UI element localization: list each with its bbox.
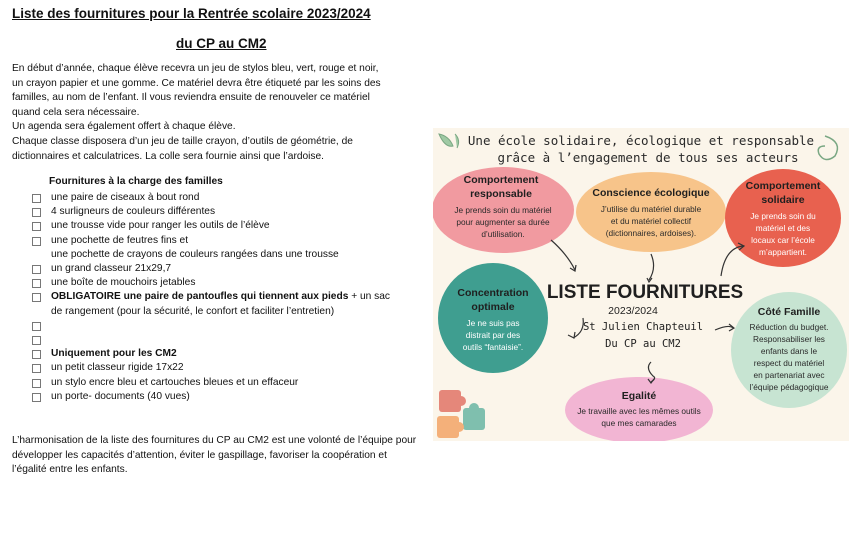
ecologique-line-1: J’utilise du matériel durable bbox=[600, 204, 702, 214]
list-item: 4 surligneurs de couleurs différentes bbox=[32, 205, 402, 219]
list-item: un porte- documents (40 vues) bbox=[32, 390, 402, 404]
cm2-heading: Uniquement pour les CM2 bbox=[51, 348, 177, 360]
checkbox[interactable] bbox=[32, 237, 41, 246]
concentration-title-1: Concentration bbox=[457, 287, 529, 299]
solidaire-title-1: Comportement bbox=[745, 180, 821, 192]
intro-paragraph-1: En début d’année, chaque élève recevra un jeu de stylos bleu, vert, rouge et noir, un crayon papier et une gomme. Ce matériel devra être étiqueté par les soins des familles, au nom de l’enfant. Il vous reviendra ensuite de renouveler ce matériel quand cela sera nécessaire. bbox=[12, 63, 381, 118]
checkbox[interactable] bbox=[32, 336, 41, 345]
responsable-title-2: responsable bbox=[470, 188, 532, 200]
cm2-heading-item bbox=[32, 347, 402, 361]
solidaire-line-1: Je prends soin du bbox=[750, 211, 816, 221]
responsable-title-1: Comportement bbox=[463, 174, 539, 186]
checkbox[interactable] bbox=[32, 279, 41, 288]
poster-center-title: LISTE FOURNITURES bbox=[546, 282, 744, 303]
checkbox[interactable] bbox=[32, 208, 41, 217]
egalite-title: Egalité bbox=[621, 390, 657, 402]
ecologique-line-3: (dictionnaires, ardoises). bbox=[605, 228, 697, 238]
concentration-line-3: outils “fantaisie”. bbox=[462, 342, 524, 352]
egalite-line-2: que mes camarades bbox=[601, 418, 677, 428]
supplies-list bbox=[32, 175, 402, 404]
list-item: un stylo encre bleu et cartouches bleues et un effaceur bbox=[32, 376, 402, 390]
intro-paragraph-3: Chaque classe disposera d’un jeu de taille crayon, d’outils de géométrie, de dictionnaires et calculatrices. La colle sera fournie ainsi que l’ardoise. bbox=[12, 135, 353, 162]
poster-header-line-2: grâce à l’engagement de tous ses acteurs bbox=[497, 150, 799, 165]
slippers-mandatory: OBLIGATOIRE une paire de pantoufles qui tiennent aux pieds bbox=[51, 291, 349, 303]
ecologique-title: Conscience écologique bbox=[592, 187, 710, 199]
famille-title: Côté Famille bbox=[757, 306, 821, 318]
famille-line-1: Réduction du budget. bbox=[749, 322, 829, 332]
checkbox[interactable] bbox=[32, 379, 41, 388]
poster-center-school: St Julien Chapteuil bbox=[582, 321, 704, 333]
families-heading: Fournitures à la charge des familles bbox=[49, 176, 223, 187]
list-item: un petit classeur rigide 17x22 bbox=[32, 361, 402, 375]
famille-line-5: en partenariat avec bbox=[753, 370, 825, 380]
checkbox[interactable] bbox=[32, 364, 41, 373]
poster-center-year: 2023/2024 bbox=[608, 305, 658, 317]
checkbox[interactable] bbox=[32, 265, 41, 274]
ecologique-line-2: et du matériel collectif bbox=[610, 216, 692, 226]
checkbox[interactable] bbox=[32, 322, 41, 331]
famille-line-2: Responsabiliser les bbox=[753, 334, 825, 344]
responsable-line-3: d’utilisation. bbox=[481, 229, 525, 239]
page-title: Liste des fournitures pour la Rentrée scolaire 2023/2024 bbox=[12, 6, 371, 21]
list-item: une paire de ciseaux à bout rond bbox=[32, 191, 402, 205]
egalite-line-1: Je travaille avec les mêmes outils bbox=[577, 406, 701, 416]
checkbox[interactable] bbox=[32, 194, 41, 203]
checkbox[interactable] bbox=[32, 393, 41, 402]
intro-paragraph-2: Un agenda sera également offert à chaque élève. bbox=[12, 121, 236, 133]
intro-text bbox=[12, 62, 384, 164]
solidaire-line-3: locaux car l’école bbox=[751, 235, 815, 245]
checkbox[interactable] bbox=[32, 293, 41, 302]
list-item-slippers bbox=[32, 290, 402, 318]
slippers-detail: + un sac de rangement (pour la sécurité, le confort et faciliter l’entretien) bbox=[51, 291, 390, 317]
list-item: une pochette de feutres fins et bbox=[32, 234, 402, 248]
list-item: une pochette de crayons de couleurs rangées dans une trousse bbox=[51, 248, 339, 260]
solidaire-line-4: m’appartient. bbox=[759, 247, 807, 257]
poster-header-line-1: Une école solidaire, écologique et responsable bbox=[467, 133, 815, 148]
poster-center-level: Du CP au CM2 bbox=[605, 338, 681, 350]
footer-text: L’harmonisation de la liste des fournitures du CP au CM2 est une volonté de l’équipe pour développer les capacités d’attention, éviter le gaspillage, favoriser la coopération et l’égalité entre les enfants. bbox=[12, 435, 417, 476]
solidaire-title-2: solidaire bbox=[761, 194, 805, 206]
empty-item bbox=[32, 319, 402, 333]
solidaire-line-2: matériel et des bbox=[755, 223, 811, 233]
values-poster bbox=[433, 128, 849, 441]
empty-item bbox=[32, 333, 402, 347]
famille-line-6: l’équipe pédagogique bbox=[749, 382, 829, 392]
checkbox[interactable] bbox=[32, 350, 41, 359]
famille-line-3: enfants dans le bbox=[760, 346, 818, 356]
list-item: une trousse vide pour ranger les outils de l’élève bbox=[32, 219, 402, 233]
list-item: une boîte de mouchoirs jetables bbox=[32, 276, 402, 290]
responsable-line-2: pour augmenter sa durée bbox=[456, 217, 550, 227]
page-subtitle: du CP au CM2 bbox=[176, 36, 267, 51]
concentration-title-2: optimale bbox=[471, 301, 515, 313]
concentration-line-2: distrait par des bbox=[465, 330, 521, 340]
concentration-line-1: Je ne suis pas bbox=[466, 318, 520, 328]
list-item: un grand classeur 21x29,7 bbox=[32, 262, 402, 276]
responsable-line-1: Je prends soin du matériel bbox=[454, 205, 552, 215]
checkbox[interactable] bbox=[32, 222, 41, 231]
famille-line-4: respect du matériel bbox=[753, 358, 825, 368]
